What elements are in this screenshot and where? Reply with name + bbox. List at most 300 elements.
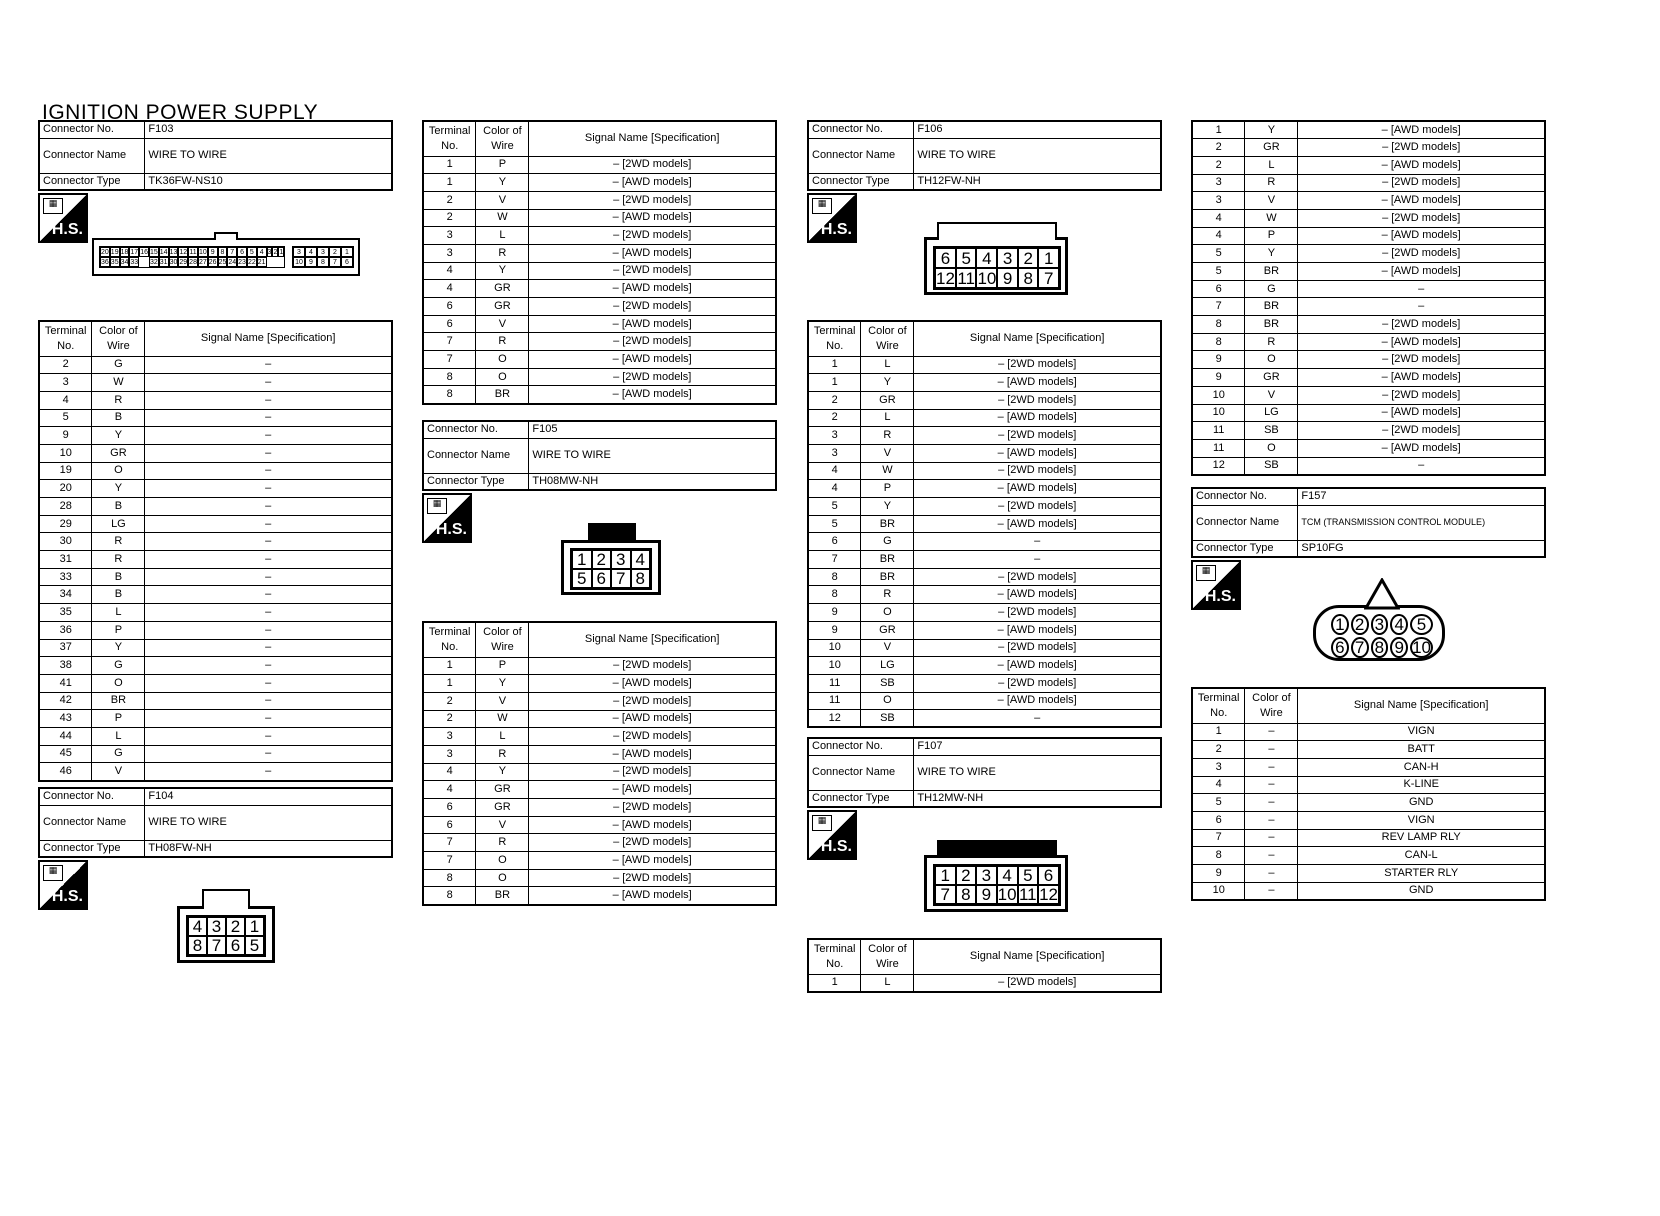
f103-name: WIRE TO WIRE bbox=[145, 138, 392, 173]
terminal-no-cell: 9 bbox=[1192, 369, 1245, 387]
f105-connector-diagram bbox=[561, 540, 661, 595]
table-row bbox=[808, 710, 1161, 728]
header-color-of-wire: Color of Wire bbox=[861, 321, 914, 356]
wire-color-cell: P bbox=[476, 657, 529, 675]
table-row bbox=[1192, 794, 1545, 812]
terminal-no-cell: 5 bbox=[808, 498, 861, 516]
terminal-no-cell: 8 bbox=[808, 586, 861, 604]
table-row bbox=[39, 763, 392, 781]
terminal-no-cell: 3 bbox=[1192, 192, 1245, 210]
wire-color-cell: O bbox=[861, 604, 914, 622]
signal-name-cell: – [2WD models] bbox=[529, 262, 776, 280]
table-row bbox=[1192, 209, 1545, 227]
connector-pin: 2 bbox=[1018, 248, 1039, 268]
connector-pin: 5 bbox=[956, 248, 977, 268]
terminal-no-cell: 5 bbox=[39, 409, 92, 427]
table-row bbox=[808, 657, 1161, 675]
connector-pin: 4 bbox=[305, 247, 317, 257]
connector-pin: 9 bbox=[1390, 637, 1408, 658]
terminal-no-cell: 11 bbox=[1192, 439, 1245, 457]
table-row bbox=[423, 657, 776, 675]
signal-name-cell: – bbox=[145, 444, 392, 462]
table-row bbox=[39, 533, 392, 551]
f106-type: TH12FW-NH bbox=[914, 173, 1161, 190]
table-row bbox=[423, 191, 776, 209]
terminal-no-cell: 11 bbox=[808, 692, 861, 710]
terminal-no-cell: 7 bbox=[423, 333, 476, 351]
hs-icon bbox=[1191, 560, 1241, 610]
signal-name-cell: – [AWD models] bbox=[529, 710, 776, 728]
header-signal-name: Signal Name [Specification] bbox=[914, 321, 1161, 356]
connector-pin: 3 bbox=[976, 866, 997, 885]
terminal-no-cell: 2 bbox=[423, 692, 476, 710]
signal-name-cell: – bbox=[145, 515, 392, 533]
signal-name-cell: – bbox=[145, 657, 392, 675]
signal-name-cell: – [2WD models] bbox=[529, 799, 776, 817]
wire-color-cell: P bbox=[861, 480, 914, 498]
table-row bbox=[1192, 723, 1545, 741]
table-row bbox=[39, 444, 392, 462]
signal-name-cell: – [2WD models] bbox=[914, 568, 1161, 586]
terminal-no-cell: 8 bbox=[423, 869, 476, 887]
f107-connector-diagram bbox=[924, 855, 1068, 912]
terminal-no-cell: 36 bbox=[39, 621, 92, 639]
connector-pin: 10 bbox=[1412, 638, 1431, 657]
connector-pin: 8 bbox=[956, 885, 977, 904]
terminal-no-cell: 10 bbox=[1192, 882, 1245, 900]
hs-icon bbox=[807, 810, 857, 860]
terminal-no-cell: 1 bbox=[423, 174, 476, 192]
table-row bbox=[1192, 263, 1545, 281]
signal-name-cell: – bbox=[1298, 280, 1545, 298]
connector-pin: 1 bbox=[935, 866, 956, 885]
wire-color-cell: R bbox=[92, 551, 145, 569]
wire-color-cell: L bbox=[476, 728, 529, 746]
terminal-no-cell: 1 bbox=[1192, 723, 1245, 741]
connector-icon: ▦ bbox=[43, 198, 63, 214]
wire-color-cell: – bbox=[1245, 741, 1298, 759]
terminal-no-cell: 7 bbox=[423, 351, 476, 369]
signal-name-cell: CAN-H bbox=[1298, 758, 1545, 776]
f106-name: WIRE TO WIRE bbox=[914, 138, 1161, 173]
wire-color-cell: BR bbox=[1245, 316, 1298, 334]
connector-pin: 5 bbox=[1018, 866, 1039, 885]
table-row bbox=[808, 462, 1161, 480]
terminal-no-cell: 2 bbox=[808, 409, 861, 427]
hs-label: H.S. bbox=[1204, 588, 1236, 605]
f104-name: WIRE TO WIRE bbox=[145, 805, 392, 840]
f103-connector-diagram bbox=[92, 238, 360, 276]
f157-info bbox=[1191, 487, 1546, 558]
wire-color-cell: R bbox=[476, 834, 529, 852]
terminal-no-cell: 9 bbox=[808, 604, 861, 622]
f107-info bbox=[807, 737, 1162, 808]
signal-name-cell: – [AWD models] bbox=[1298, 227, 1545, 245]
table-row bbox=[423, 333, 776, 351]
table-row bbox=[1192, 741, 1545, 759]
connector-pin: 16 bbox=[140, 248, 148, 256]
terminal-no-cell: 9 bbox=[1192, 351, 1245, 369]
terminal-no-cell: 12 bbox=[808, 710, 861, 728]
wire-color-cell: – bbox=[1245, 882, 1298, 900]
label-connector-type: Connector Type bbox=[39, 840, 145, 857]
table-row bbox=[808, 391, 1161, 409]
table-row bbox=[39, 727, 392, 745]
terminal-no-cell: 33 bbox=[39, 568, 92, 586]
connector-pin: 2 bbox=[956, 866, 977, 885]
signal-name-cell: – [AWD models] bbox=[914, 515, 1161, 533]
terminal-no-cell: 31 bbox=[39, 551, 92, 569]
signal-name-cell: – bbox=[145, 745, 392, 763]
signal-name-cell: – [2WD models] bbox=[914, 604, 1161, 622]
wire-color-cell: V bbox=[476, 315, 529, 333]
table-row bbox=[1192, 829, 1545, 847]
terminal-no-cell: 4 bbox=[423, 262, 476, 280]
connector-pin: 33 bbox=[130, 258, 139, 266]
connector-pin: 21 bbox=[257, 258, 266, 266]
f104-connector-diagram bbox=[177, 906, 275, 963]
table-row bbox=[1192, 121, 1545, 139]
header-signal-name: Signal Name [Specification] bbox=[529, 622, 776, 657]
signal-name-cell: – bbox=[145, 427, 392, 445]
wire-color-cell: R bbox=[92, 391, 145, 409]
signal-name-cell: – [AWD models] bbox=[914, 480, 1161, 498]
table-row bbox=[1192, 847, 1545, 865]
label-connector-name: Connector Name bbox=[1192, 505, 1298, 540]
signal-name-cell: – [AWD models] bbox=[529, 386, 776, 404]
connector-pin: 11 bbox=[1018, 885, 1037, 904]
connector-pin: 1 bbox=[572, 550, 592, 569]
table-row bbox=[1192, 227, 1545, 245]
connector-pin: 3 bbox=[611, 550, 631, 569]
table-row bbox=[423, 156, 776, 174]
connector-pin: 1 bbox=[1038, 248, 1059, 268]
connector-pin: 8 bbox=[218, 247, 228, 257]
table-row bbox=[808, 427, 1161, 445]
wire-color-cell: W bbox=[92, 374, 145, 392]
terminal-no-cell: 28 bbox=[39, 498, 92, 516]
wire-color-cell: L bbox=[92, 604, 145, 622]
connector-pin: 6 bbox=[592, 569, 612, 588]
terminal-no-cell: 2 bbox=[1192, 741, 1245, 759]
wire-color-cell: V bbox=[1245, 192, 1298, 210]
terminal-no-cell: 41 bbox=[39, 674, 92, 692]
connector-pin: 3 bbox=[267, 248, 272, 256]
f103-pin-grid-right bbox=[292, 246, 354, 268]
f157-connector-diagram bbox=[1313, 605, 1445, 661]
hs-label: H.S. bbox=[51, 888, 83, 905]
signal-name-cell: – [2WD models] bbox=[914, 639, 1161, 657]
wire-color-cell: G bbox=[92, 745, 145, 763]
terminal-no-cell: 2 bbox=[423, 191, 476, 209]
connector-pin: 3 bbox=[317, 247, 329, 257]
terminal-no-cell: 4 bbox=[808, 462, 861, 480]
signal-name-cell: – [2WD models] bbox=[529, 368, 776, 386]
connector-pin: 4 bbox=[188, 917, 207, 936]
header-terminal-no: Terminal No. bbox=[39, 321, 92, 356]
label-connector-type: Connector Type bbox=[1192, 540, 1298, 557]
connector-latch bbox=[214, 232, 238, 240]
terminal-no-cell: 1 bbox=[808, 356, 861, 374]
terminal-no-cell: 19 bbox=[39, 462, 92, 480]
terminal-no-cell: 8 bbox=[423, 887, 476, 905]
terminal-no-cell: 3 bbox=[423, 244, 476, 262]
signal-name-cell: – [AWD models] bbox=[1298, 369, 1545, 387]
signal-name-cell: – [2WD models] bbox=[1298, 139, 1545, 157]
wire-color-cell: O bbox=[476, 852, 529, 870]
signal-name-cell: – [2WD models] bbox=[1298, 422, 1545, 440]
wire-color-cell: GR bbox=[476, 799, 529, 817]
table-row bbox=[39, 391, 392, 409]
f157-type: SP10FG bbox=[1298, 540, 1545, 557]
signal-name-cell: BATT bbox=[1298, 741, 1545, 759]
table-row bbox=[808, 498, 1161, 516]
wire-color-cell: Y bbox=[1245, 245, 1298, 263]
table-row bbox=[39, 674, 392, 692]
terminal-no-cell: 5 bbox=[1192, 245, 1245, 263]
signal-name-cell: CAN-L bbox=[1298, 847, 1545, 865]
terminal-no-cell: 6 bbox=[1192, 280, 1245, 298]
label-connector-name: Connector Name bbox=[808, 755, 914, 790]
signal-name-cell: – [2WD models] bbox=[529, 227, 776, 245]
connector-pin: 2 bbox=[1351, 614, 1369, 635]
label-connector-no: Connector No. bbox=[1192, 488, 1298, 505]
terminal-no-cell: 1 bbox=[423, 156, 476, 174]
signal-name-cell: – bbox=[145, 480, 392, 498]
wire-color-cell: – bbox=[1245, 811, 1298, 829]
terminal-no-cell: 3 bbox=[808, 427, 861, 445]
f105-pin-grid bbox=[570, 548, 652, 590]
wire-color-cell: G bbox=[92, 657, 145, 675]
terminal-no-cell: 10 bbox=[1192, 386, 1245, 404]
table-row bbox=[423, 745, 776, 763]
terminal-no-cell: 3 bbox=[423, 728, 476, 746]
f103-terminal-table bbox=[38, 320, 393, 782]
terminal-no-cell: 9 bbox=[808, 621, 861, 639]
wire-color-cell: V bbox=[476, 816, 529, 834]
wire-color-cell: GR bbox=[92, 444, 145, 462]
wire-color-cell: V bbox=[1245, 386, 1298, 404]
signal-name-cell: – [AWD models] bbox=[529, 351, 776, 369]
signal-name-cell: – [2WD models] bbox=[914, 674, 1161, 692]
table-row bbox=[1192, 404, 1545, 422]
connector-pin: 28 bbox=[189, 258, 197, 266]
connector-pin: 14 bbox=[159, 248, 168, 256]
connector-pin: 35 bbox=[110, 258, 119, 266]
signal-name-cell: – [AWD models] bbox=[1298, 439, 1545, 457]
table-row bbox=[1192, 333, 1545, 351]
f104-info bbox=[38, 787, 393, 858]
header-terminal-no: Terminal No. bbox=[1192, 688, 1245, 723]
header-terminal-no: Terminal No. bbox=[423, 622, 476, 657]
connector-pin: 3 bbox=[207, 917, 226, 936]
signal-name-cell: VIGN bbox=[1298, 723, 1545, 741]
connector-pin: 8 bbox=[317, 257, 329, 267]
wire-color-cell: W bbox=[476, 710, 529, 728]
table-row bbox=[808, 444, 1161, 462]
f107-terminal-table-continued bbox=[1191, 120, 1546, 476]
signal-name-cell: – [2WD models] bbox=[1298, 245, 1545, 263]
wire-color-cell: Y bbox=[861, 374, 914, 392]
signal-name-cell: – bbox=[145, 763, 392, 781]
table-row bbox=[39, 480, 392, 498]
terminal-no-cell: 2 bbox=[1192, 139, 1245, 157]
wire-color-cell: P bbox=[1245, 227, 1298, 245]
terminal-no-cell: 44 bbox=[39, 727, 92, 745]
label-connector-type: Connector Type bbox=[808, 790, 914, 807]
wire-color-cell: SB bbox=[861, 710, 914, 728]
terminal-no-cell: 6 bbox=[808, 533, 861, 551]
table-row bbox=[39, 498, 392, 516]
f103-info bbox=[38, 120, 393, 191]
wire-color-cell: GR bbox=[1245, 369, 1298, 387]
table-row bbox=[423, 351, 776, 369]
wire-color-cell: SB bbox=[1245, 457, 1298, 475]
label-connector-type: Connector Type bbox=[39, 173, 145, 190]
terminal-no-cell: 2 bbox=[1192, 156, 1245, 174]
table-row bbox=[423, 298, 776, 316]
connector-icon: ▦ bbox=[1196, 565, 1216, 581]
wire-color-cell: G bbox=[92, 356, 145, 374]
signal-name-cell: – [2WD models] bbox=[529, 869, 776, 887]
table-row bbox=[423, 763, 776, 781]
connector-latch bbox=[1364, 578, 1400, 610]
table-row bbox=[39, 374, 392, 392]
terminal-no-cell: 2 bbox=[808, 391, 861, 409]
signal-name-cell: VIGN bbox=[1298, 811, 1545, 829]
terminal-no-cell: 3 bbox=[1192, 758, 1245, 776]
wire-color-cell: B bbox=[92, 409, 145, 427]
f106-connector-diagram bbox=[924, 237, 1068, 295]
signal-name-cell: – bbox=[145, 356, 392, 374]
f107-name: WIRE TO WIRE bbox=[914, 755, 1161, 790]
wire-color-cell: Y bbox=[92, 427, 145, 445]
f105-type: TH08MW-NH bbox=[529, 473, 776, 490]
signal-name-cell: – bbox=[145, 533, 392, 551]
terminal-no-cell: 11 bbox=[1192, 422, 1245, 440]
header-signal-name: Signal Name [Specification] bbox=[529, 121, 776, 156]
signal-name-cell: – [AWD models] bbox=[529, 745, 776, 763]
terminal-no-cell: 9 bbox=[1192, 865, 1245, 883]
terminal-no-cell: 6 bbox=[423, 315, 476, 333]
terminal-no-cell: 5 bbox=[808, 515, 861, 533]
wire-color-cell: Y bbox=[476, 262, 529, 280]
connector-pin: 8 bbox=[1018, 268, 1039, 288]
terminal-no-cell: 8 bbox=[1192, 847, 1245, 865]
f107-no: F107 bbox=[914, 738, 1161, 755]
terminal-no-cell: 20 bbox=[39, 480, 92, 498]
wire-color-cell: O bbox=[476, 351, 529, 369]
table-row bbox=[39, 639, 392, 657]
wire-color-cell: O bbox=[92, 462, 145, 480]
connector-pin: 9 bbox=[976, 885, 997, 904]
label-connector-no: Connector No. bbox=[808, 738, 914, 755]
wire-color-cell: V bbox=[92, 763, 145, 781]
table-row bbox=[39, 356, 392, 374]
terminal-no-cell: 8 bbox=[1192, 316, 1245, 334]
f106-no: F106 bbox=[914, 121, 1161, 138]
terminal-no-cell: 7 bbox=[1192, 829, 1245, 847]
connector-pin: 7 bbox=[1038, 268, 1059, 288]
connector-pin: 11 bbox=[189, 248, 197, 256]
terminal-no-cell: 7 bbox=[423, 834, 476, 852]
signal-name-cell: – [AWD models] bbox=[1298, 333, 1545, 351]
terminal-no-cell: 6 bbox=[1192, 811, 1245, 829]
connector-pin: 23 bbox=[238, 258, 246, 266]
wire-color-cell: B bbox=[92, 586, 145, 604]
terminal-no-cell: 1 bbox=[808, 374, 861, 392]
signal-name-cell: – [2WD models] bbox=[914, 498, 1161, 516]
wire-color-cell: W bbox=[476, 209, 529, 227]
table-row bbox=[1192, 882, 1545, 900]
connector-pin: 24 bbox=[228, 258, 237, 266]
header-terminal-no: Terminal No. bbox=[423, 121, 476, 156]
signal-name-cell: – [2WD models] bbox=[1298, 386, 1545, 404]
table-row bbox=[423, 799, 776, 817]
table-row bbox=[1192, 865, 1545, 883]
connector-pin: 9 bbox=[305, 257, 317, 267]
f105-name: WIRE TO WIRE bbox=[529, 438, 776, 473]
label-connector-no: Connector No. bbox=[39, 788, 145, 805]
connector-latch bbox=[588, 523, 636, 543]
signal-name-cell: – [AWD models] bbox=[914, 692, 1161, 710]
wire-color-cell: R bbox=[1245, 333, 1298, 351]
signal-name-cell: – [AWD models] bbox=[529, 209, 776, 227]
table-row bbox=[39, 515, 392, 533]
connector-icon: ▦ bbox=[812, 815, 832, 831]
terminal-no-cell: 1 bbox=[1192, 121, 1245, 139]
connector-pin: 29 bbox=[179, 258, 188, 266]
signal-name-cell: GND bbox=[1298, 794, 1545, 812]
terminal-no-cell: 30 bbox=[39, 533, 92, 551]
connector-pin: 4 bbox=[631, 550, 651, 569]
hs-icon bbox=[38, 193, 88, 243]
header-color-of-wire: Color of Wire bbox=[476, 121, 529, 156]
connector-pin: 5 bbox=[1410, 614, 1433, 635]
table-row bbox=[808, 974, 1161, 992]
connector-pin: 5 bbox=[247, 247, 257, 257]
wire-color-cell: L bbox=[1245, 156, 1298, 174]
wire-color-cell: LG bbox=[1245, 404, 1298, 422]
table-row bbox=[423, 692, 776, 710]
label-connector-no: Connector No. bbox=[423, 421, 529, 438]
table-row bbox=[808, 374, 1161, 392]
wire-color-cell: L bbox=[92, 727, 145, 745]
signal-name-cell: – bbox=[145, 409, 392, 427]
table-row bbox=[39, 409, 392, 427]
terminal-no-cell: 34 bbox=[39, 586, 92, 604]
wire-color-cell: G bbox=[1245, 280, 1298, 298]
f157-pin-grid bbox=[1330, 613, 1434, 655]
terminal-no-cell: 10 bbox=[39, 444, 92, 462]
header-signal-name: Signal Name [Specification] bbox=[145, 321, 392, 356]
signal-name-cell: – [AWD models] bbox=[914, 444, 1161, 462]
terminal-no-cell: 8 bbox=[1192, 333, 1245, 351]
connector-pin: 4 bbox=[976, 248, 997, 268]
table-row bbox=[423, 675, 776, 693]
terminal-no-cell: 43 bbox=[39, 710, 92, 728]
table-row bbox=[1192, 351, 1545, 369]
signal-name-cell: – [2WD models] bbox=[914, 356, 1161, 374]
label-connector-type: Connector Type bbox=[423, 473, 529, 490]
connector-pin: 7 bbox=[207, 936, 226, 955]
signal-name-cell: – [AWD models] bbox=[529, 675, 776, 693]
signal-name-cell: – bbox=[145, 639, 392, 657]
signal-name-cell: – bbox=[145, 462, 392, 480]
connector-pin: 7 bbox=[227, 247, 237, 257]
table-row bbox=[423, 852, 776, 870]
f157-name: TCM (TRANSMISSION CONTROL MODULE) bbox=[1298, 505, 1545, 540]
